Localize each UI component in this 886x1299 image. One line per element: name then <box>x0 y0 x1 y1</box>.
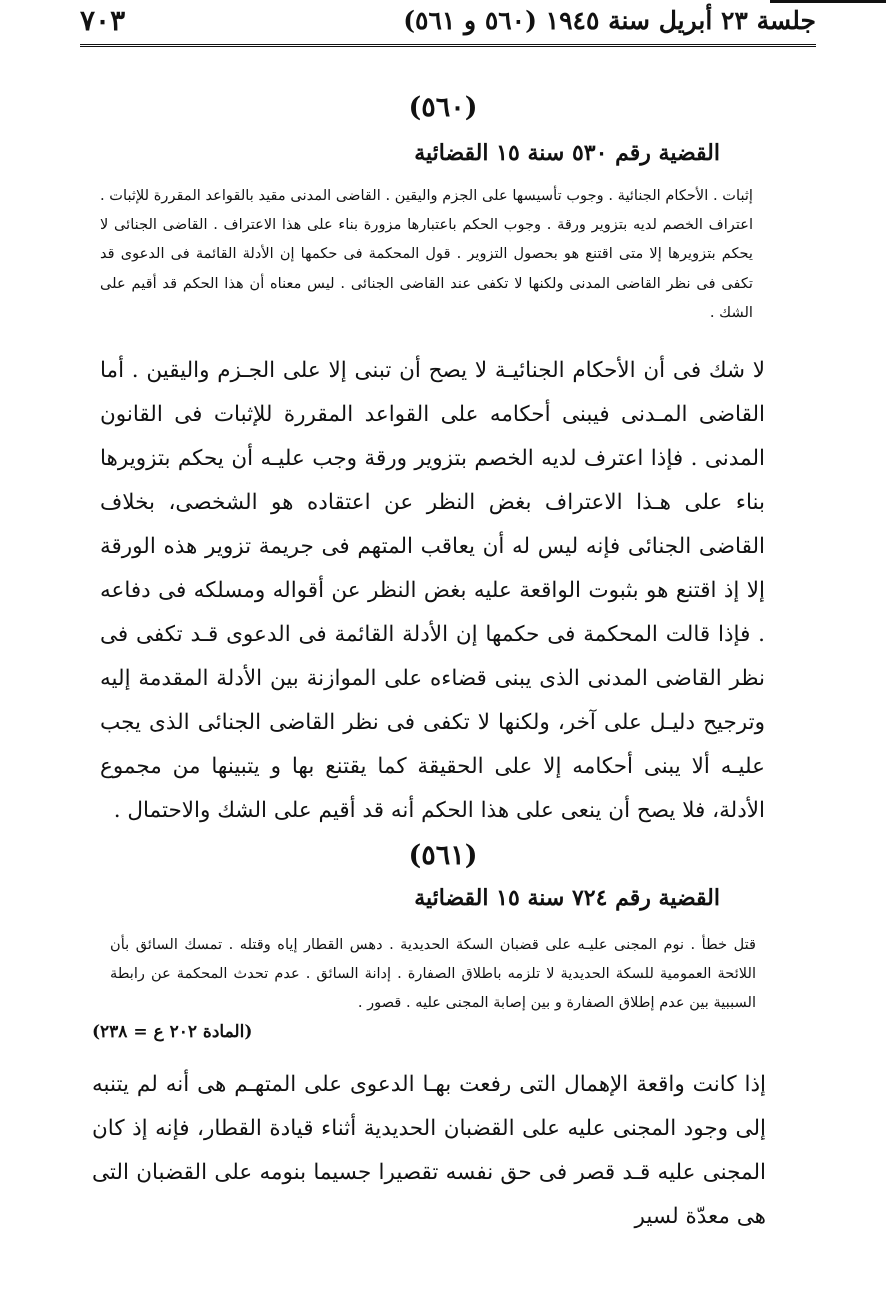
top-edge-rule <box>770 0 886 3</box>
case-number-561: (٥٦١) <box>408 840 478 871</box>
case-body-560: لا شك فى أن الأحكام الجنائيـة لا يصح أن تبنى إلا على الجـزم واليقين . أما القاضى المـدنى فيبنى أحكامه على القواعد المقررة للإثبات فى القانون المدنى . فإذا اعترف لديه الخصم بتزوير ورقة وجب عليـه أن يحكم بتزويرها بناء على هـذا الاعتراف بغض النظر عن اعتقاده هو الشخصى، بخلاف القاضى الجنائى فإنه ليس له أن يعاقب المتهم فى جريمة تزوير هذه الورقة إلا إذ اقتنع هو بثبوت الواقعة عليه بغض النظر عن أقواله ومسلكه فى دفاعه . فإذا قالت المحكمة فى حكمها إن الأدلة القائمة فى الدعوى قـد تكفى فى نظر القاضى المدنى الذى يبنى قضاءه على الموازنة بين الأدلة المقدمة إليه وترجيح دليـل على آخر، ولكنها لا تكفى فى نظر القاضى الجنائى الذى يجب عليـه ألا يبنى أحكامه إلا على الحقيقة كما يقتنع بها و يتبينها من مجموع الأدلة، فلا يصح أن ينعى على هذا الحكم أنه قد أقيم على الشك والاحتمال . <box>100 358 765 823</box>
case-summary-560: إثبات . الأحكام الجنائية . وجوب تأسيسها على الجزم واليقين . القاضى المدنى مقيد بالقواعد المقررة للإثبات . اعتراف الخصم لديه بتزوير ورقة . وجوب الحكم باعتبارها مزورة بناء على هذا الاعتراف . القاضى الجنائى لا يحكم بتزويرها إلا متى اقتنع هو بحصول التزوير . قول المحكمة فى حكمها إن الأدلة القائمة فى الدعوى قد تكفى فى نظر القاضى المدنى ولكنها لا تكفى عند القاضى الجنائى . ليس معناه أن هذا الحكم قد أقيم على الشك . <box>100 187 753 321</box>
header-title: جلسة ٢٣ أبريل سنة ١٩٤٥ (٥٦٠ و ٥٦١) <box>403 6 816 35</box>
case-body-561: إذا كانت واقعة الإهمال التى رفعت بهـا الدعوى على المتهـم هى أنه لم يتنبه إلى وجود المجنى عليه على القضبان الحديدية أثناء قيادة القطار، فإنه إذ كان المجنى عليه قـد قصر فى حق نفسه تقصيرا جسيما بنومه على القضبان التى هى معدّة لسير <box>92 1072 766 1229</box>
page-header <box>80 4 816 47</box>
case-number-560: (٥٦٠) <box>408 92 478 123</box>
case-reference-561: القضية رقم ٧٢٤ سنة ١٥ القضائية <box>414 885 720 911</box>
case-summary-561: قتل خطأ . نوم المجنى عليـه على قضبان السكة الحديدية . دهس القطار إياه وقتله . تمسك السائق بأن اللائحة العمومية للسكة الحديدية لا تلزمه باطلاق الصفارة . إدانة السائق . عدم تحدث المحكمة عن رابطة السببية بين عدم إطلاق الصفارة و بين إصابة المجنى عليه . قصور . <box>110 936 756 1012</box>
article-reference: (المادة ٢٠٢ ع = ٢٣٨) <box>92 1022 253 1042</box>
case-reference-560: القضية رقم ٥٣٠ سنة ١٥ القضائية <box>414 140 720 166</box>
page-number: ٧٠٣ <box>80 4 126 37</box>
